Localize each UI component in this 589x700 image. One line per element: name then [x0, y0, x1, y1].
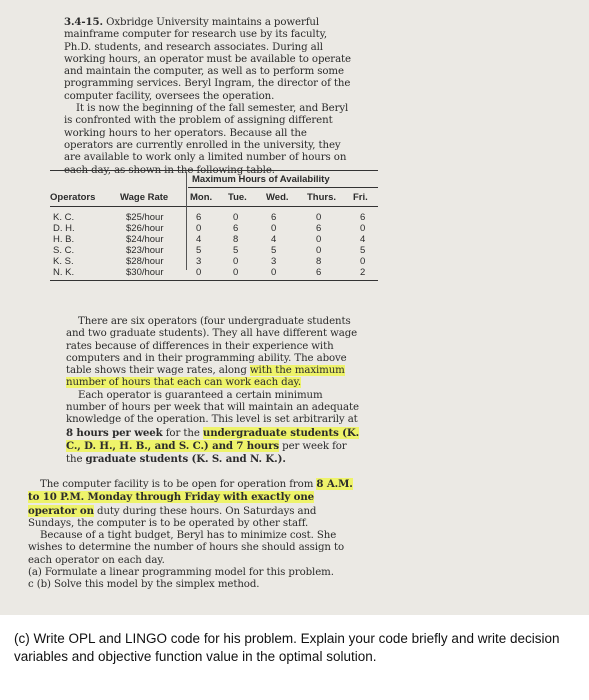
row-ks-mon: 3: [196, 256, 202, 267]
row-sc-fri: 5: [360, 245, 366, 256]
row-kc-thurs: 0: [316, 212, 322, 223]
row-ks-fri: 0: [360, 256, 366, 267]
header-mon: Mon.: [190, 192, 213, 203]
highlight-undergraduate: undergraduate students (K. C., D. H., H. B., and S. C.) and 7 hours: [66, 426, 360, 452]
row-kc-tue: 0: [233, 212, 239, 223]
for-the-text: for the: [162, 427, 203, 439]
row-sc-thurs: 0: [316, 245, 322, 256]
row-dh-wage: $26/hour: [126, 223, 164, 234]
weekend-text: duty during these hours. On Saturdays and Sundays, the computer is to be operated by other staff.: [28, 505, 317, 529]
row-hb-operator: H. B.: [53, 234, 75, 245]
row-dh-fri: 0: [360, 223, 366, 234]
row-nk-fri: 2: [360, 267, 366, 278]
row-nk-mon: 0: [196, 267, 202, 278]
min-hours-text: Each operator is guaranteed a certain minimum number of hours per week that will maintain an adequate knowledge of the operation. This level is set arbitrarily at: [66, 389, 359, 426]
row-nk-operator: N. K.: [53, 267, 75, 278]
row-dh-wed: 0: [271, 223, 277, 234]
highlight-schedule: to 10 P.M. Monday through Friday with exactly one operator on: [28, 491, 315, 517]
row-ks-wage: $28/hour: [126, 256, 164, 267]
header-wage: Wage Rate: [120, 192, 169, 203]
header-wed: Wed.: [266, 192, 289, 203]
row-nk-tue: 0: [233, 267, 239, 278]
eight-hours-text: 8 hours per week: [66, 426, 163, 439]
highlight-8am: 8 A.M.: [316, 478, 353, 490]
highlight-max-hours: with the maximum number of hours that each can work each day.: [66, 365, 345, 389]
row-kc-wed: 6: [271, 212, 277, 223]
row-hb-fri: 4: [360, 234, 366, 245]
row-dh-operator: D. H.: [53, 223, 75, 234]
row-hb-wage: $24/hour: [126, 234, 164, 245]
table-group-header: Maximum Hours of Availability: [192, 174, 330, 185]
row-dh-tue: 6: [233, 223, 239, 234]
row-hb-tue: 8: [233, 234, 239, 245]
row-nk-thurs: 6: [316, 267, 322, 278]
problem-intro: [64, 16, 354, 177]
question-a: (a) Formulate a linear programming model for this problem.: [28, 567, 334, 579]
row-ks-tue: 0: [233, 256, 239, 267]
row-ks-operator: K. S.: [53, 256, 74, 267]
open-text: The computer facility is to be open for operation from: [40, 479, 317, 490]
row-hb-thurs: 0: [316, 234, 322, 245]
header-operators: Operators: [50, 192, 96, 203]
graduate-students-text: graduate students (K. S. and N. K.).: [85, 453, 286, 466]
header-thurs: Thurs.: [307, 192, 337, 203]
row-kc-mon: 6: [196, 212, 202, 223]
row-kc-operator: K. C.: [53, 212, 75, 223]
row-ks-thurs: 8: [316, 256, 322, 267]
row-sc-tue: 5: [233, 245, 239, 256]
row-sc-wage: $23/hour: [126, 245, 164, 256]
budget-paragraph: Because of a tight budget, Beryl has to minimize cost. She wishes to determine the number of hours she should assign to each operator on each day.: [28, 530, 345, 566]
row-kc-fri: 6: [360, 212, 366, 223]
question-c: (c) Write OPL and LINGO code for his problem. Explain your code briefly and write decision variables and objective function value in the optimal solution.: [14, 631, 560, 664]
row-dh-mon: 0: [196, 223, 202, 234]
row-ks-wed: 3: [271, 256, 277, 267]
row-hb-wed: 4: [271, 234, 277, 245]
intro-text: Oxbridge University maintains a powerful mainframe computer for research use by its faculty, Ph.D. students, and research associates. During all working hours, an operator must be available to operate and maintain the computer, as well as to perform some programming services. Beryl Ingram, the director of the computer facility, oversees the operation.: [64, 17, 351, 102]
row-sc-mon: 5: [196, 245, 202, 256]
row-nk-wed: 0: [271, 267, 277, 278]
row-sc-wed: 5: [271, 245, 277, 256]
header-tue: Tue.: [228, 192, 247, 203]
availability-paragraph: It is now the beginning of the fall semester, and Beryl is confronted with the problem of assigning different working hours to her operators. Because all the operators are currently enrolled in the university, they are available to work only a limited number of hours on each day, as shown in the following table.: [64, 103, 349, 176]
wage-paragraph: [66, 316, 360, 467]
row-kc-wage: $25/hour: [126, 212, 164, 223]
row-hb-mon: 4: [196, 234, 202, 245]
header-fri: Fri.: [353, 192, 368, 203]
wage-text: There are six operators (four undergraduate students and two graduate students). They all have different wage rates because of differences in their experience with computers and in their programming ability. The above table shows their wage rates, along: [66, 316, 358, 377]
question-b: c (b) Solve this model by the simplex method.: [28, 579, 260, 591]
row-sc-operator: S. C.: [53, 245, 75, 256]
row-nk-wage: $30/hour: [126, 267, 164, 278]
row-dh-thurs: 6: [316, 223, 322, 234]
schedule-paragraph: [28, 478, 358, 592]
per-week-text: per week for the: [66, 440, 347, 466]
problem-number: 3.4-15.: [64, 16, 103, 28]
